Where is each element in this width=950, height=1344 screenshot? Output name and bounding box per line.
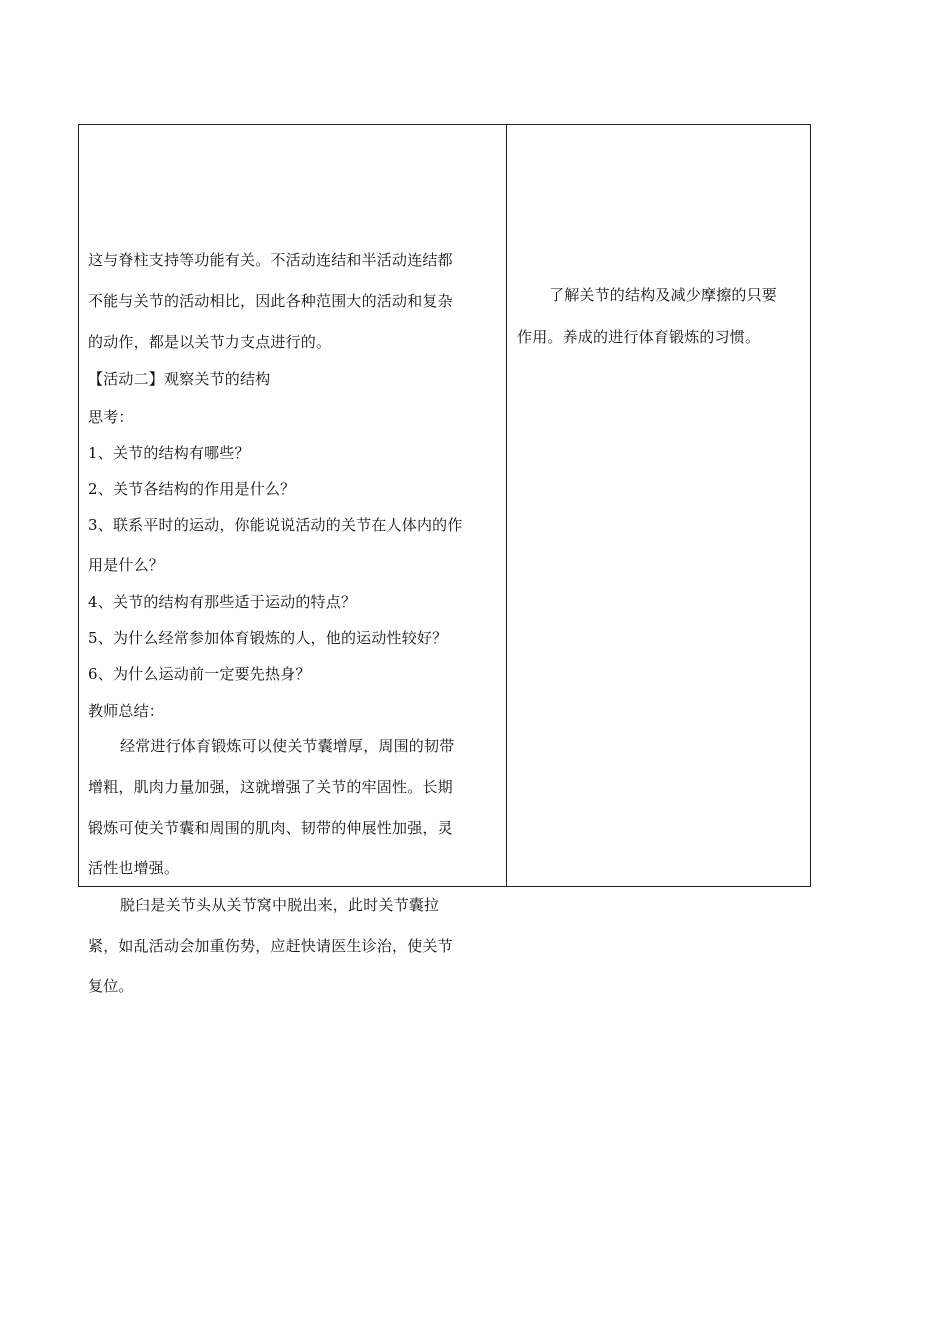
activity-heading: 【活动二】观察关节的结构 [88,370,271,388]
summary-paragraph-line: 增粗，肌肉力量加强，这就增强了关节的牢固性。长期 [88,778,453,796]
question-item: 2、关节各结构的作用是什么？ [88,480,296,498]
lesson-content-cell [79,125,507,995]
question-item-cont: 用是什么？ [88,556,165,574]
dislocation-paragraph-line: 脱臼是关节头从关节窝中脱出来，此时关节囊拉 [120,896,440,914]
question-item: 1、关节的结构有哪些？ [88,444,250,462]
dislocation-paragraph-line: 紧，如乱活动会加重伤势，应赶快请医生诊治，使关节 [88,937,453,955]
dislocation-paragraph-line: 复位。 [88,977,134,995]
question-item: 5、为什么经常参加体育锻炼的人，他的运动性较好？ [88,629,448,647]
text-line: 不能与关节的活动相比，因此各种范围大的活动和复杂 [88,292,453,310]
summary-paragraph-line: 经常进行体育锻炼可以使关节囊增厚，周围的韧带 [120,737,455,755]
summary-paragraph-line: 锻炼可使关节囊和周围的肌肉、韧带的伸展性加强，灵 [88,819,453,837]
summary-heading: 教师总结： [88,702,165,720]
think-heading: 思考： [88,408,134,426]
question-item: 6、为什么运动前一定要先热身？ [88,665,311,683]
text-line: 这与脊柱支持等功能有关。不活动连结和半活动连结都 [88,251,453,269]
text-line: 的动作，都是以关节力支点进行的。 [88,333,332,351]
intent-line: 了解关节的结构及减少摩擦的只要 [549,286,778,304]
intent-line: 作用。养成的进行体育锻炼的习惯。 [517,328,761,346]
lesson-table [78,124,811,995]
design-intent-cell [507,125,810,886]
question-item: 3、联系平时的运动，你能说说活动的关节在人体内的作 [88,516,463,534]
question-item: 4、关节的结构有那些适于运动的特点？ [88,593,357,611]
summary-paragraph-line: 活性也增强。 [88,859,180,877]
